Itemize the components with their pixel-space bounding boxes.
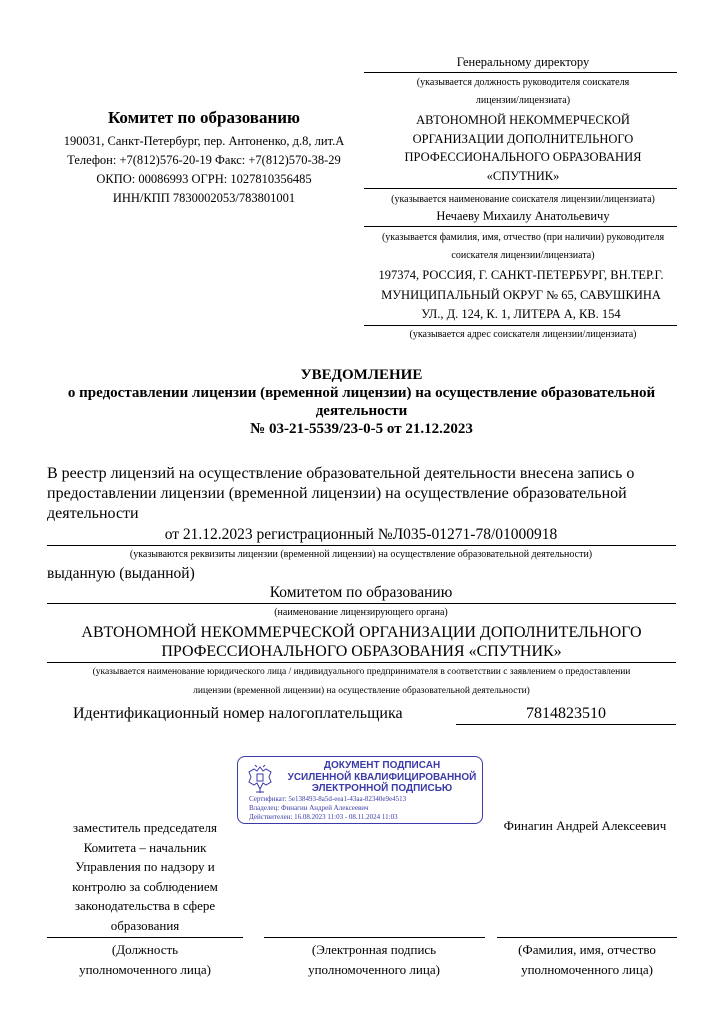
divider — [47, 545, 676, 546]
text-line: (Должность — [111, 942, 179, 957]
signer-position — [47, 818, 243, 935]
caption: (указывается адрес соискателя лицензии/лицензиата) — [409, 329, 637, 340]
issued-label: выданную (выданной) — [47, 565, 195, 582]
text-line: образования — [110, 917, 180, 933]
text-line: контролю за соблюдением — [72, 878, 218, 894]
sender-name: Комитет по образованию — [107, 108, 301, 127]
document-title — [20, 366, 703, 438]
divider — [47, 937, 243, 938]
divider — [497, 937, 677, 938]
divider — [364, 188, 677, 189]
divider — [364, 325, 677, 326]
text-line: «СПУТНИК» — [486, 168, 560, 183]
text-line: УЛ., Д. 124, К. 1, ЛИТЕРА А, КВ. 154 — [421, 307, 621, 321]
coat-of-arms-icon — [246, 763, 274, 795]
caption: лицензии (временной лицензии) на осуществление образовательной деятельности) — [193, 686, 530, 696]
text-line: ЭЛЕКТРОННОЙ ПОДПИСЬЮ — [311, 783, 453, 794]
recipient-address — [356, 266, 686, 325]
divider — [364, 72, 677, 73]
caption: соискателя лицензии/лицензиата) — [451, 250, 595, 261]
caption: (указывается наименование юридического лица / индивидуального предпринимателя в соответствии с заявлением о предоставлении — [92, 667, 631, 677]
tin-value: 7814823510 — [526, 705, 606, 722]
text-line: ДОКУМЕНТ ПОДПИСАН — [323, 760, 441, 771]
caption: (наименование лицензирующего органа) — [274, 607, 448, 618]
caption: (указывается фамилия, имя, отчество (при наличии) руководителя — [381, 232, 665, 243]
text-line: уполномоченного лица) — [308, 962, 440, 977]
recipient-position: Генеральному директору — [456, 55, 590, 69]
sender-inn: ИНН/КПП 7830002053/783801001 — [112, 191, 296, 205]
license-registry: от 21.12.2023 регистрационный №Л035-01271-78/01000918 — [164, 526, 558, 543]
text-line: ПРОФЕССИОНАЛЬНОГО ОБРАЗОВАНИЯ «СПУТНИК» — [161, 643, 562, 660]
text-line: деятельности — [47, 505, 139, 522]
certificate-validity: Действителен: 16.08.2023 11:03 - 08.11.2024 11:03 — [249, 813, 398, 821]
certificate-owner: Владелец: Финагин Андрей Алексеевич — [249, 804, 369, 812]
recipient-name: Нечаеву Михаилу Анатольевичу — [436, 209, 610, 223]
text-line: Комитета – начальник — [83, 839, 207, 855]
issuer-name: Комитетом по образованию — [269, 584, 453, 601]
divider — [456, 724, 676, 725]
sender-details — [40, 132, 368, 208]
text-line: УСИЛЕННОЙ КВАЛИФИЦИРОВАННОЙ — [287, 771, 477, 783]
stamp-title — [282, 760, 482, 795]
sender-address: 190031, Санкт-Петербург, пер. Антоненко, д.8, лит.А — [63, 134, 345, 148]
text-line: ПРОФЕССИОНАЛЬНОГО ОБРАЗОВАНИЯ — [404, 150, 642, 164]
divider — [47, 662, 676, 663]
sender-codes: ОКПО: 00086993 ОГРН: 1027810356485 — [96, 172, 312, 186]
text-line: В реестр лицензий на осуществление образовательной деятельности внесена запись о — [47, 465, 635, 482]
caption-name — [487, 940, 687, 980]
caption: лицензии/лицензиата) — [475, 95, 571, 106]
text-line: уполномоченного лица) — [521, 962, 653, 977]
signer-name: Финагин Андрей Алексеевич — [503, 818, 667, 833]
title-heading: УВЕДОМЛЕНИЕ — [300, 367, 423, 383]
title-line: о предоставлении лицензии (временной лицензии) на осуществление образовательной — [67, 385, 656, 401]
text-line: АВТОНОМНОЙ НЕКОММЕРЧЕСКОЙ ОРГАНИЗАЦИИ ДОПОЛНИТЕЛЬНОГО — [81, 624, 642, 641]
divider — [47, 603, 676, 604]
text-line: заместитель председателя — [73, 820, 217, 835]
licensee-name — [40, 623, 683, 661]
text-line: (Фамилия, имя, отчество — [518, 942, 656, 957]
title-line: деятельности — [315, 403, 408, 419]
electronic-signature-stamp — [237, 756, 483, 824]
caption: (указывается должность руководителя соискателя — [416, 77, 630, 88]
text-line: законодательства в сфере — [74, 898, 216, 913]
text-line: предоставлении лицензии (временной лицензии) на осуществление образовательной — [47, 485, 627, 502]
caption-signature — [258, 940, 490, 980]
caption: (указывается наименование соискателя лицензии/лицензиата) — [391, 194, 655, 205]
text-line: АВТОНОМНОЙ НЕКОММЕРЧЕСКОЙ — [416, 113, 630, 127]
divider — [264, 937, 485, 938]
caption: (указываются реквизиты лицензии (временной лицензии) на осуществление образовательной деятельности) — [129, 549, 593, 560]
divider — [364, 226, 677, 227]
tin-label: Идентификационный номер налогоплательщика — [73, 705, 403, 722]
text-line: ОРГАНИЗАЦИИ ДОПОЛНИТЕЛЬНОГО — [412, 131, 634, 146]
text-line: 197374, РОССИЯ, Г. САНКТ-ПЕТЕРБУРГ, ВН.ТЕР.Г. — [378, 268, 664, 282]
document-number: № 03-21-5539/23-0-5 от 21.12.2023 — [250, 421, 473, 437]
text-line: уполномоченного лица) — [79, 962, 211, 977]
text-line: МУНИЦИПАЛЬНЫЙ ОКРУГ № 65, САВУШКИНА — [381, 287, 661, 302]
caption-position — [40, 940, 250, 980]
text-line: Управления по надзору и — [75, 859, 215, 874]
certificate-number: Сертификат: 5e138493-8a5d-eea1-43aa-82340e9e4513 — [249, 795, 407, 803]
sender-phones: Телефон: +7(812)576-20-19 Факс: +7(812)570-38-29 — [67, 153, 341, 167]
body-paragraph — [47, 464, 687, 524]
recipient-organization — [368, 111, 678, 185]
text-line: (Электронная подпись — [311, 942, 437, 957]
